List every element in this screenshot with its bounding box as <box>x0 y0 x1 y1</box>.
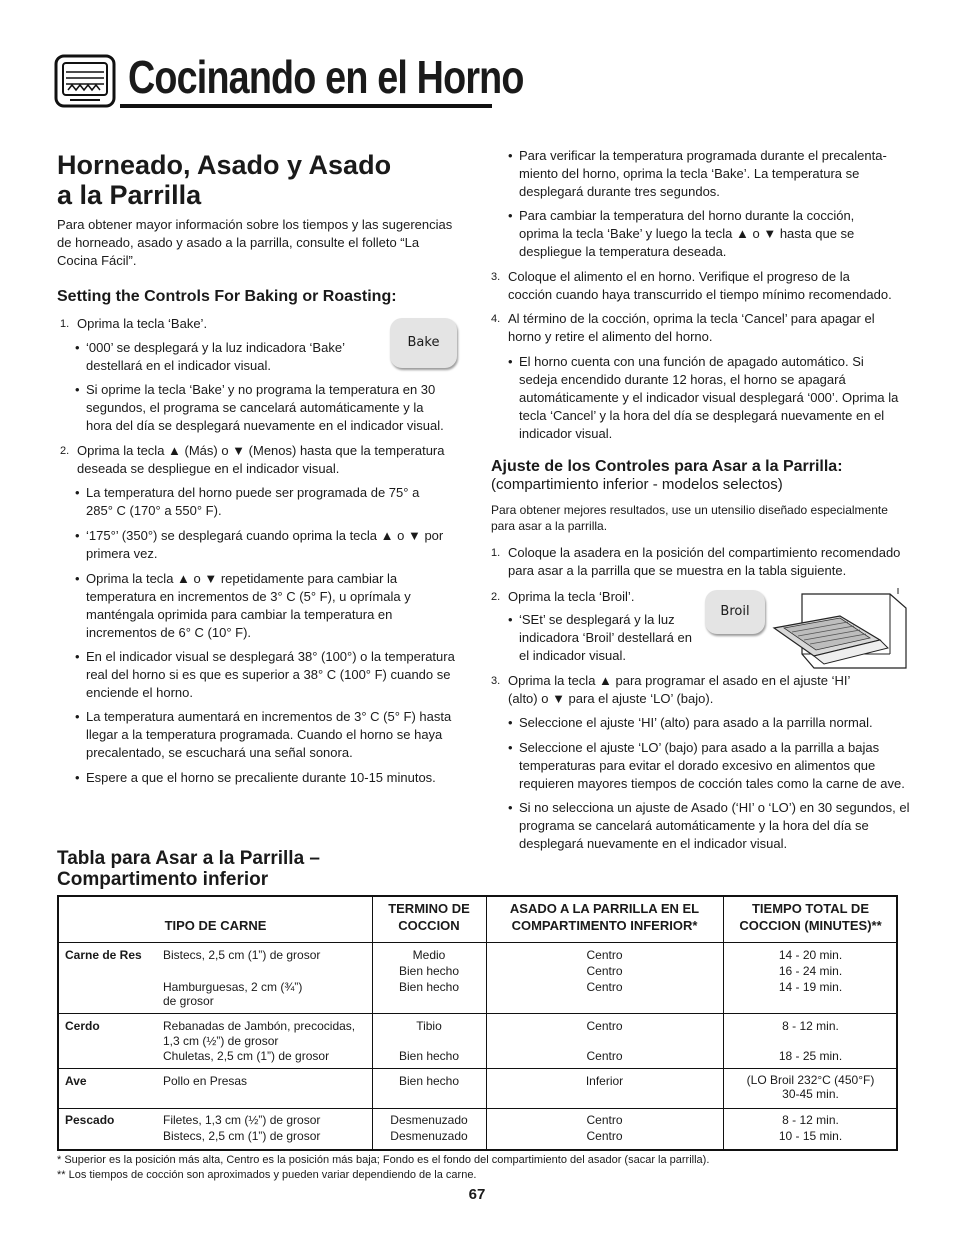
row-asado: Inferior <box>585 1074 624 1088</box>
text-line: indicador visual. <box>519 426 613 441</box>
broil-subheading: Ajuste de los Controles para Asar a la Parrilla: <box>491 458 843 475</box>
text-line: Para verificar la temperatura programada durante el precalenta- <box>519 148 887 163</box>
header-tiempo <box>723 900 898 934</box>
cell-line: 8 - 12 min. <box>782 1113 839 1127</box>
step-number: 3. <box>491 675 501 687</box>
cell-line: Desmenuzado <box>390 1129 468 1143</box>
text-line: La temperatura aumentará en incrementos de 3° C (5° F) hasta <box>86 709 452 724</box>
row-termino <box>372 1018 486 1064</box>
section-heading-line: Horneado, Asado y Asado <box>57 150 392 180</box>
subheading-bake: Setting the Controls For Baking or Roasting: <box>57 288 397 305</box>
cell-line: Centro <box>586 1113 623 1127</box>
title-rule <box>120 104 492 108</box>
bullet-dot: • <box>75 770 80 785</box>
bullet-dot: • <box>75 382 80 397</box>
section-heading-line: a la Parrilla <box>57 180 202 210</box>
text-line: ‘175°’ (350°) se desplegará cuando oprima la tecla ▲ o ▼ por <box>86 528 444 543</box>
step-number: 2. <box>60 445 70 457</box>
bullet-dot: • <box>75 340 80 355</box>
broil-key-button[interactable] <box>705 590 765 634</box>
bullet-dot: • <box>508 612 513 627</box>
cell-spacer <box>723 1034 898 1048</box>
text-line: (alto) o ▼ para el ajuste ‘LO’ (bajo). <box>508 691 714 706</box>
bullet-dot: • <box>508 148 513 163</box>
text-line: desplegará durante tres segundos. <box>519 184 720 199</box>
bake-key-button[interactable] <box>390 318 457 368</box>
text-line: Si no selecciona un ajuste de Asado (‘HI’ o ‘LO’) en 30 segundos, el <box>519 800 910 815</box>
bullet-dot: • <box>75 528 80 543</box>
cell-line: Bistecs, 2,5 cm (1”) de grosor <box>163 1129 321 1143</box>
cell-line: Centro <box>586 964 623 978</box>
row-asado <box>486 947 723 995</box>
header-line: TERMINO DE <box>388 901 470 916</box>
cell-line: Bistecs, 2,5 cm (1”) de grosor <box>163 948 321 962</box>
cell-line: Centro <box>586 1019 623 1033</box>
row-category: Carne de Res <box>65 948 142 962</box>
cell-spacer <box>163 963 320 979</box>
section-heading <box>57 150 391 210</box>
text-line: horno y retire el alimento del horno. <box>508 329 713 344</box>
row-divider <box>59 1068 896 1069</box>
cell-line: Desmenuzado <box>390 1113 468 1127</box>
text-line: cocción cuando haya transcurrido el tiempo mínimo recomendado. <box>508 287 892 302</box>
text-line: Para obtener mejores resultados, use un utensilio diseñado especialmente <box>491 503 888 517</box>
text-line: Espere a que el horno se precaliente durante 10-15 minutos. <box>86 770 436 785</box>
row-tiempo <box>723 1018 898 1064</box>
step-text: Oprima la tecla ‘Bake’. <box>77 316 208 331</box>
text-line: para asar a la parrilla que se muestra en la tabla siguiente. <box>508 563 847 578</box>
row-cuts <box>163 1018 355 1064</box>
header-line: ASADO A LA PARRILLA EN EL <box>509 901 700 916</box>
bullet-dot: • <box>508 740 513 755</box>
cell-line: de grosor <box>163 994 214 1008</box>
text-line: precalentado, se escuchará una señal sonora. <box>86 745 353 760</box>
bullet-dot: • <box>508 715 513 730</box>
cell-line: 16 - 24 min. <box>778 964 843 978</box>
text-line: miento del horno, oprima la tecla ‘Bake’. La temperatura se <box>519 166 860 181</box>
row-cuts <box>163 1112 320 1144</box>
table-heading <box>57 848 320 890</box>
row-category: Pescado <box>65 1113 115 1127</box>
cell-line: Hamburguesas, 2 cm (¾”) <box>163 980 303 994</box>
step-number: 1. <box>491 547 501 559</box>
text-line: segundos, el programa se cancelará automáticamente y la <box>86 400 424 415</box>
step-number: 2. <box>491 591 501 603</box>
oven-icon <box>54 54 116 108</box>
cell-spacer <box>372 1034 486 1048</box>
broil-subheading-note: (compartimiento inferior - modelos selectos) <box>491 476 783 493</box>
step-number: 3. <box>491 271 501 283</box>
intro-paragraph <box>57 216 467 270</box>
cell-line: 30-45 min. <box>782 1087 839 1101</box>
broil-table <box>57 895 898 1151</box>
row-termino: Bien hecho <box>398 1074 460 1088</box>
cell-spacer <box>486 1034 723 1048</box>
row-category: Ave <box>65 1074 87 1088</box>
text-line: deseada se despliegue en el indicador visual. <box>77 461 340 476</box>
header-line: TIEMPO TOTAL DE <box>751 901 869 916</box>
text-line: indicadora ‘Broil’ destellará en <box>519 630 692 645</box>
text-line: el indicador visual. <box>519 648 626 663</box>
footnote: ** Los tiempos de cocción son aproximados y pueden variar dependiendo de la carne. <box>57 1169 477 1181</box>
cell-line: Bien hecho <box>398 1049 460 1063</box>
text-line: para asar a la parrilla. <box>491 519 608 533</box>
text-line: Oprima la tecla ▲ (Más) o ▼ (Menos) hasta que la temperatura <box>77 443 445 458</box>
table-heading-line: Tabla para Asar a la Parrilla – <box>57 848 320 869</box>
text-line: manténgala oprimida para cambiar la temperatura en <box>86 607 393 622</box>
text-line: Coloque la asadera en la posición del compartimiento recomendado <box>508 545 901 560</box>
cell-line: 14 - 19 min. <box>778 980 843 994</box>
text-line: primera vez. <box>86 546 158 561</box>
text-line: La temperatura del horno puede ser programada de 75° a <box>86 485 420 500</box>
cell-line: Tibio <box>416 1019 442 1033</box>
cell-line: Centro <box>586 1129 623 1143</box>
cell-line: Chuletas, 2,5 cm (1”) de grosor <box>163 1049 330 1063</box>
text-line: real del horno si es que es superior a 38° C (100° F) cuando se <box>86 667 451 682</box>
cell-line: Rebanadas de Jambón, precocidas, <box>163 1019 356 1033</box>
header-line: COMPARTIMENTO INFERIOR* <box>511 918 698 933</box>
cell-line: 18 - 25 min. <box>778 1049 843 1063</box>
text-line: sedeja encendido durante 12 horas, el horno se apagará <box>519 372 846 387</box>
text-line: temperaturas para evitar el dorado excesivo en alimentos que <box>519 758 876 773</box>
bullet-dot: • <box>508 800 513 815</box>
text-line: Seleccione el ajuste ‘LO’ (bajo) para asado a la parrilla a bajas <box>519 740 880 755</box>
text-line: incrementos de 6° C (10° F). <box>86 625 252 640</box>
broil-key-label: Broil <box>720 604 750 619</box>
text-line: destellará en el indicador visual. <box>86 358 271 373</box>
text-line: programa se cancelará automáticamente y la hora del día se <box>519 818 869 833</box>
cell-line: Centro <box>586 980 623 994</box>
text-line: 285° C (170° a 550° F). <box>86 503 222 518</box>
row-divider <box>59 1108 896 1109</box>
bullet-dot: • <box>508 354 513 369</box>
row-cuts <box>163 947 320 1007</box>
text-line: hora del día se desplegará nuevamente en el indicador visual. <box>86 418 444 433</box>
bake-key-label: Bake <box>407 335 440 350</box>
text-line: Si oprime la tecla ‘Bake’ y no programa la temperatura en 30 <box>86 382 436 397</box>
text-line: enciende el horno. <box>86 685 193 700</box>
row-category: Cerdo <box>65 1019 100 1033</box>
text-line: Oprima la tecla ▲ o ▼ repetidamente para cambiar la <box>86 571 398 586</box>
text-line: requieren mayores tiempos de cocción tales como la carne de ave. <box>519 776 905 791</box>
bullet-dot: • <box>75 649 80 664</box>
row-tiempo <box>723 1073 898 1101</box>
page-title: Cocinando en el Horno <box>128 51 524 103</box>
text-line: llegar a la temperatura programada. Cuando el horno se haya <box>86 727 443 742</box>
row-termino <box>372 947 486 995</box>
row-cuts: Pollo en Presas <box>163 1074 248 1088</box>
step-number: 4. <box>491 313 501 325</box>
cell-line: Bien hecho <box>398 964 460 978</box>
text-line: oprima la tecla ‘Bake’ y luego la tecla ▲ o ▼ hasta que se <box>519 226 855 241</box>
text-line: de horneado, asado y asado a la parrilla, consulte el folleto “La <box>57 235 420 250</box>
text-line: Para obtener mayor información sobre los tiempos y las sugerencias <box>57 217 453 232</box>
text-line: Para cambiar la temperatura del horno durante la cocción, <box>519 208 855 223</box>
row-asado <box>486 1112 723 1144</box>
row-asado <box>486 1018 723 1064</box>
text-line: Al término de la cocción, oprima la tecla ‘Cancel’ para apagar el <box>508 311 875 326</box>
table-footnotes <box>57 1153 709 1183</box>
bullet-dot: • <box>508 208 513 223</box>
row-tiempo <box>723 947 898 995</box>
text-line: Seleccione el ajuste ‘HI’ (alto) para asado a la parrilla normal. <box>519 715 873 730</box>
bullet-dot: • <box>75 571 80 586</box>
header-tipo: TIPO DE CARNE <box>164 918 267 933</box>
text-line: temperatura en incrementos de 3° C (5° F), u oprímala y <box>86 589 411 604</box>
text-line: automáticamente y el indicador visual desplegará ‘000’. Oprima la <box>519 390 899 405</box>
footnote: * Superior es la posición más alta, Centro es la posición más baja; Fondo es el fondo del compartimiento del asador (sacar la parrilla). <box>57 1154 710 1166</box>
cell-line: 14 - 20 min. <box>778 948 843 962</box>
cell-line: 1,3 cm (½”) de grosor <box>163 1034 279 1048</box>
row-divider <box>59 942 896 943</box>
bullet-dot: • <box>75 485 80 500</box>
broil-intro <box>491 502 888 534</box>
text-line: En el indicador visual se desplegará 38° (100°) o la temperatura <box>86 649 455 664</box>
bullet-dot: • <box>75 709 80 724</box>
step-text: Oprima la tecla ‘Broil’. <box>508 589 635 604</box>
broiler-drawer-illustration <box>770 588 910 674</box>
header-termino <box>372 900 486 934</box>
cell-line: Medio <box>412 948 446 962</box>
text-line: El horno cuenta con una función de apagado automático. Si <box>519 354 864 369</box>
text-line: ‘SEt’ se desplegará y la luz <box>519 612 675 627</box>
header-asado <box>486 900 723 934</box>
cell-line: Filetes, 1,3 cm (½”) de grosor <box>163 1113 321 1127</box>
text-line: Oprima la tecla ▲ para programar el asado en el ajuste ‘HI’ <box>508 673 851 688</box>
header-line: COCCION <box>398 918 460 933</box>
page-number: 67 <box>468 1186 486 1203</box>
cell-line: Bien hecho <box>398 980 460 994</box>
text-line: tecla ‘Cancel’ y la hora del día se desplegará nuevamente en el <box>519 408 885 423</box>
row-termino <box>372 1112 486 1144</box>
cell-line: 10 - 15 min. <box>778 1129 843 1143</box>
cell-line: 8 - 12 min. <box>782 1019 839 1033</box>
table-heading-line: Compartimento inferior <box>57 869 269 890</box>
cell-line: Centro <box>586 1049 623 1063</box>
step-number: 1. <box>60 318 70 330</box>
row-tiempo <box>723 1112 898 1144</box>
cell-line: Centro <box>586 948 623 962</box>
text-line: Coloque el alimento el en horno. Verifique el progreso de la <box>508 269 850 284</box>
text-line: desplegará nuevamente en el indicador visual. <box>519 836 788 851</box>
text-line: Cocina Fácil”. <box>57 253 137 268</box>
header-line: COCCION (MINUTES)** <box>739 918 882 933</box>
text-line: ‘000’ se desplegará y la luz indicadora ‘Bake’ <box>86 340 345 355</box>
text-line: despliegue la temperatura deseada. <box>519 244 727 259</box>
cell-line: (LO Broil 232°C (450°F) <box>746 1073 875 1087</box>
row-divider <box>59 1013 896 1014</box>
